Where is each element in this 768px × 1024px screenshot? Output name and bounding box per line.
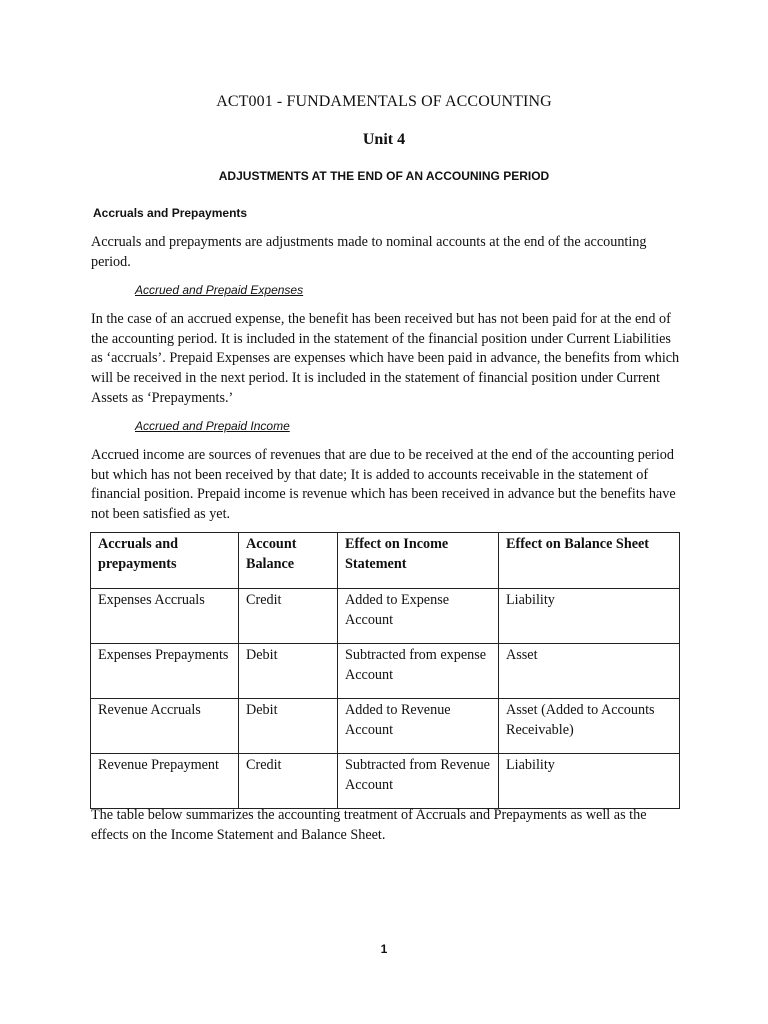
table-cell: Liability (499, 589, 680, 644)
table-cell: Expenses Prepayments (91, 644, 239, 699)
intro-paragraph: Accruals and prepayments are adjustments made to nominal accounts at the end of the accounting period. (91, 234, 647, 270)
table-row (91, 754, 680, 809)
table-cell: Subtracted from Revenue Account (338, 754, 499, 809)
table-header-cell: Accruals and prepayments (91, 533, 239, 589)
table-cell: Liability (499, 754, 680, 809)
income-paragraph: Accrued income are sources of revenues that are due to be received at the end of the accounting period but which has not been received by that date; It is added to accounts receivable in the statement of financial position. Prepaid income is revenue which has been received in advance but the benefits have not been satisfied as yet. (91, 447, 676, 523)
table-cell: Credit (239, 589, 338, 644)
table-header-cell: Effect on Income Statement (338, 533, 499, 589)
table-cell: Debit (239, 644, 338, 699)
table-cell: Added to Expense Account (338, 589, 499, 644)
table-cell: Credit (239, 754, 338, 809)
closing-paragraph: The table below summarizes the accounting treatment of Accruals and Prepayments as well as the effects on the Income Statement and Balance Sheet. (91, 807, 647, 843)
table-cell: Expenses Accruals (91, 589, 239, 644)
table-header-row (91, 533, 680, 589)
table-cell: Revenue Accruals (91, 699, 239, 754)
chapter-subtitle: ADJUSTMENTS AT THE END OF AN ACCOUNING PERIOD (218, 169, 550, 183)
table-cell: Asset (499, 644, 680, 699)
accounting-treatment-table (90, 532, 680, 809)
subheading-expenses: Accrued and Prepaid Expenses (135, 283, 304, 297)
document-title: ACT001 - FUNDAMENTALS OF ACCOUNTING (216, 93, 552, 110)
section-heading: Accruals and Prepayments (93, 206, 248, 220)
table-row (91, 699, 680, 754)
table-cell: Added to Revenue Account (338, 699, 499, 754)
page-number: 1 (380, 942, 388, 956)
table-header-cell: Account Balance (239, 533, 338, 589)
subheading-income: Accrued and Prepaid Income (135, 419, 290, 433)
table-header-cell: Effect on Balance Sheet (499, 533, 680, 589)
table-row (91, 589, 680, 644)
table-cell: Subtracted from expense Account (338, 644, 499, 699)
table-cell: Revenue Prepayment (91, 754, 239, 809)
table-cell: Debit (239, 699, 338, 754)
table-row (91, 644, 680, 699)
unit-heading: Unit 4 (362, 131, 406, 148)
expenses-paragraph: In the case of an accrued expense, the benefit has been received but has not been paid for at the end of the accounting period. It is included in the statement of the financial position under Current Liabilities as ‘accruals’. Prepaid Expenses are expenses which have been paid in advance, the benefits from which will be received in the next period. It is included in the statement of financial position under Current Assets as ‘Prepayments.’ (91, 311, 680, 406)
table-cell: Asset (Added to Accounts Receivable) (499, 699, 680, 754)
